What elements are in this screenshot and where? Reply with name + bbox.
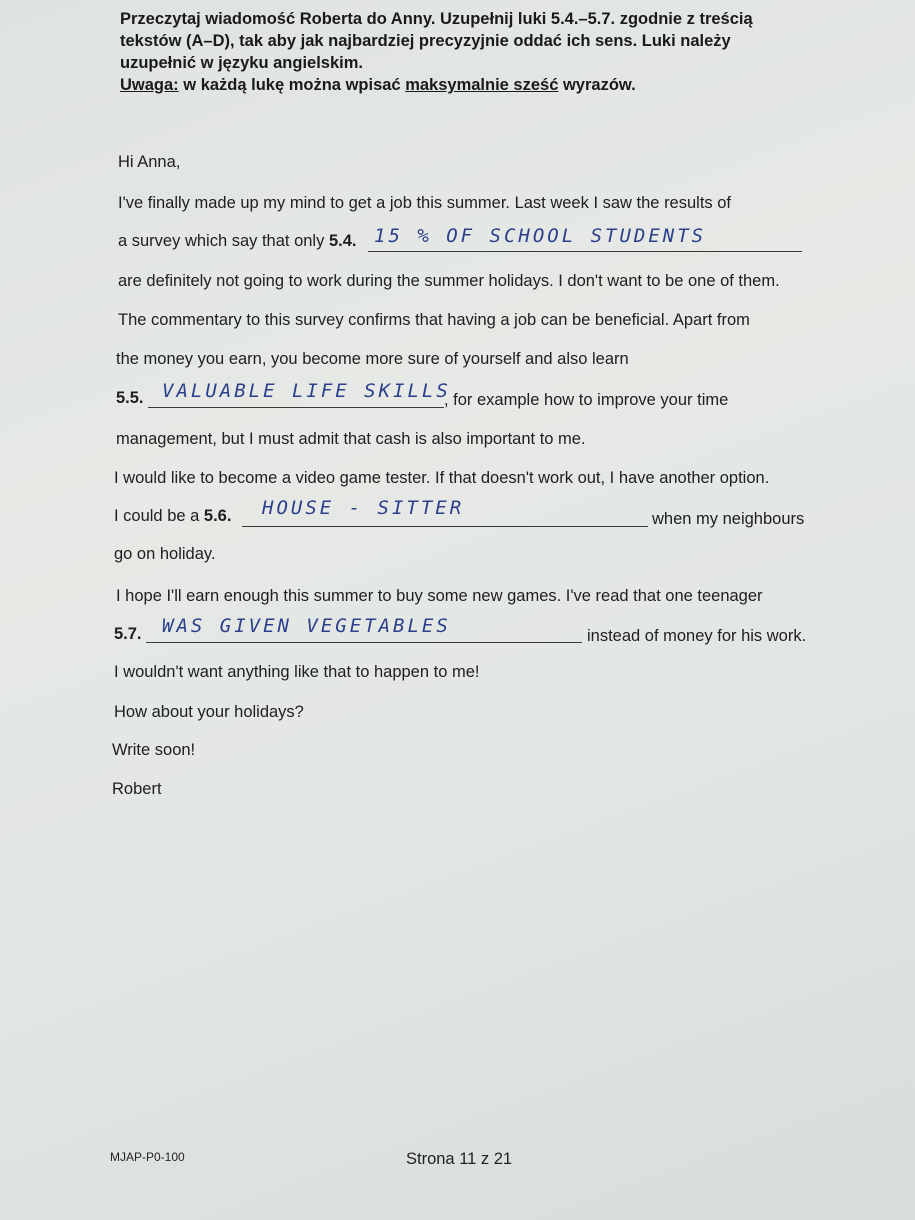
letter-line-4: The commentary to this survey confirms that having a job can be beneficial. Apart from — [118, 311, 750, 329]
handwritten-answer-5-7: WAS GIVEN VEGETABLES — [162, 615, 451, 637]
letter-line-13: I wouldn't want anything like that to happen to me! — [114, 663, 480, 681]
gap-number-5-4: 5.4. — [328, 232, 357, 250]
letter-signature: Robert — [112, 780, 162, 798]
exam-code: MJAP-P0-100 — [110, 1150, 185, 1164]
instructions-line-3: uzupełnić w języku angielskim. — [120, 54, 363, 72]
answer-gap-5-7[interactable] — [146, 642, 582, 643]
instructions-note — [120, 74, 820, 96]
letter-line-6-text: , for example how to improve your time — [444, 391, 729, 409]
gap-number-5-7: 5.7. — [114, 625, 142, 643]
letter-line-6 — [116, 389, 144, 408]
letter-line-9-end: when my neighbours — [652, 510, 805, 528]
answer-gap-5-6[interactable] — [242, 526, 648, 527]
letter-line-7: management, but I must admit that cash is also important to me. — [116, 430, 586, 448]
letter-line-15: Write soon! — [112, 741, 196, 759]
handwritten-answer-5-5: VALUABLE LIFE SKILLS — [162, 380, 451, 402]
letter-line-1: I've finally made up my mind to get a job this summer. Last week I saw the results of — [118, 194, 732, 212]
gap-number-5-5: 5.5. — [116, 389, 144, 407]
letter-line-12-end: instead of money for his work. — [587, 627, 807, 645]
letter-line-5: the money you earn, you become more sure of yourself and also learn — [116, 350, 629, 368]
page-number: Strona 11 z 21 — [406, 1150, 513, 1168]
letter-line-9-text: I could be a — [114, 507, 204, 525]
letter-line-10: go on holiday. — [114, 545, 216, 563]
note-label: Uwaga: — [120, 76, 179, 94]
handwritten-answer-5-4: 15 % OF SCHOOL STUDENTS — [374, 225, 707, 247]
note-text-a: w każdą lukę można wpisać — [178, 76, 406, 94]
gap-number-5-6: 5.6. — [203, 507, 232, 525]
instructions-line-2: tekstów (A–D), tak aby jak najbardziej precyzyjnie oddać ich sens. Luki należy — [120, 32, 731, 50]
answer-gap-5-4[interactable] — [368, 251, 802, 252]
letter-greeting: Hi Anna, — [118, 153, 181, 171]
letter-line-9 — [114, 507, 231, 526]
task-instructions — [120, 8, 820, 96]
letter-line-8: I would like to become a video game tester. If that doesn't work out, I have another option. — [114, 469, 770, 487]
letter-line-3: are definitely not going to work during the summer holidays. I don't want to be one of them. — [118, 272, 780, 290]
answer-gap-5-5[interactable] — [148, 407, 444, 408]
letter-line-2-text: a survey which say that only — [118, 232, 329, 250]
instructions-line-1: Przeczytaj wiadomość Roberta do Anny. Uzupełnij luki 5.4.–5.7. zgodnie z treścią — [120, 10, 753, 28]
letter-line-2 — [118, 232, 356, 251]
note-text-b: wyrazów. — [558, 76, 636, 94]
letter-line-11: I hope I'll earn enough this summer to buy some new games. I've read that one teenager — [116, 587, 763, 605]
note-emphasis: maksymalnie sześć — [405, 76, 559, 94]
handwritten-answer-5-6: HOUSE - SITTER — [262, 497, 465, 519]
letter-line-12 — [114, 625, 142, 644]
letter-line-14: How about your holidays? — [114, 703, 304, 721]
